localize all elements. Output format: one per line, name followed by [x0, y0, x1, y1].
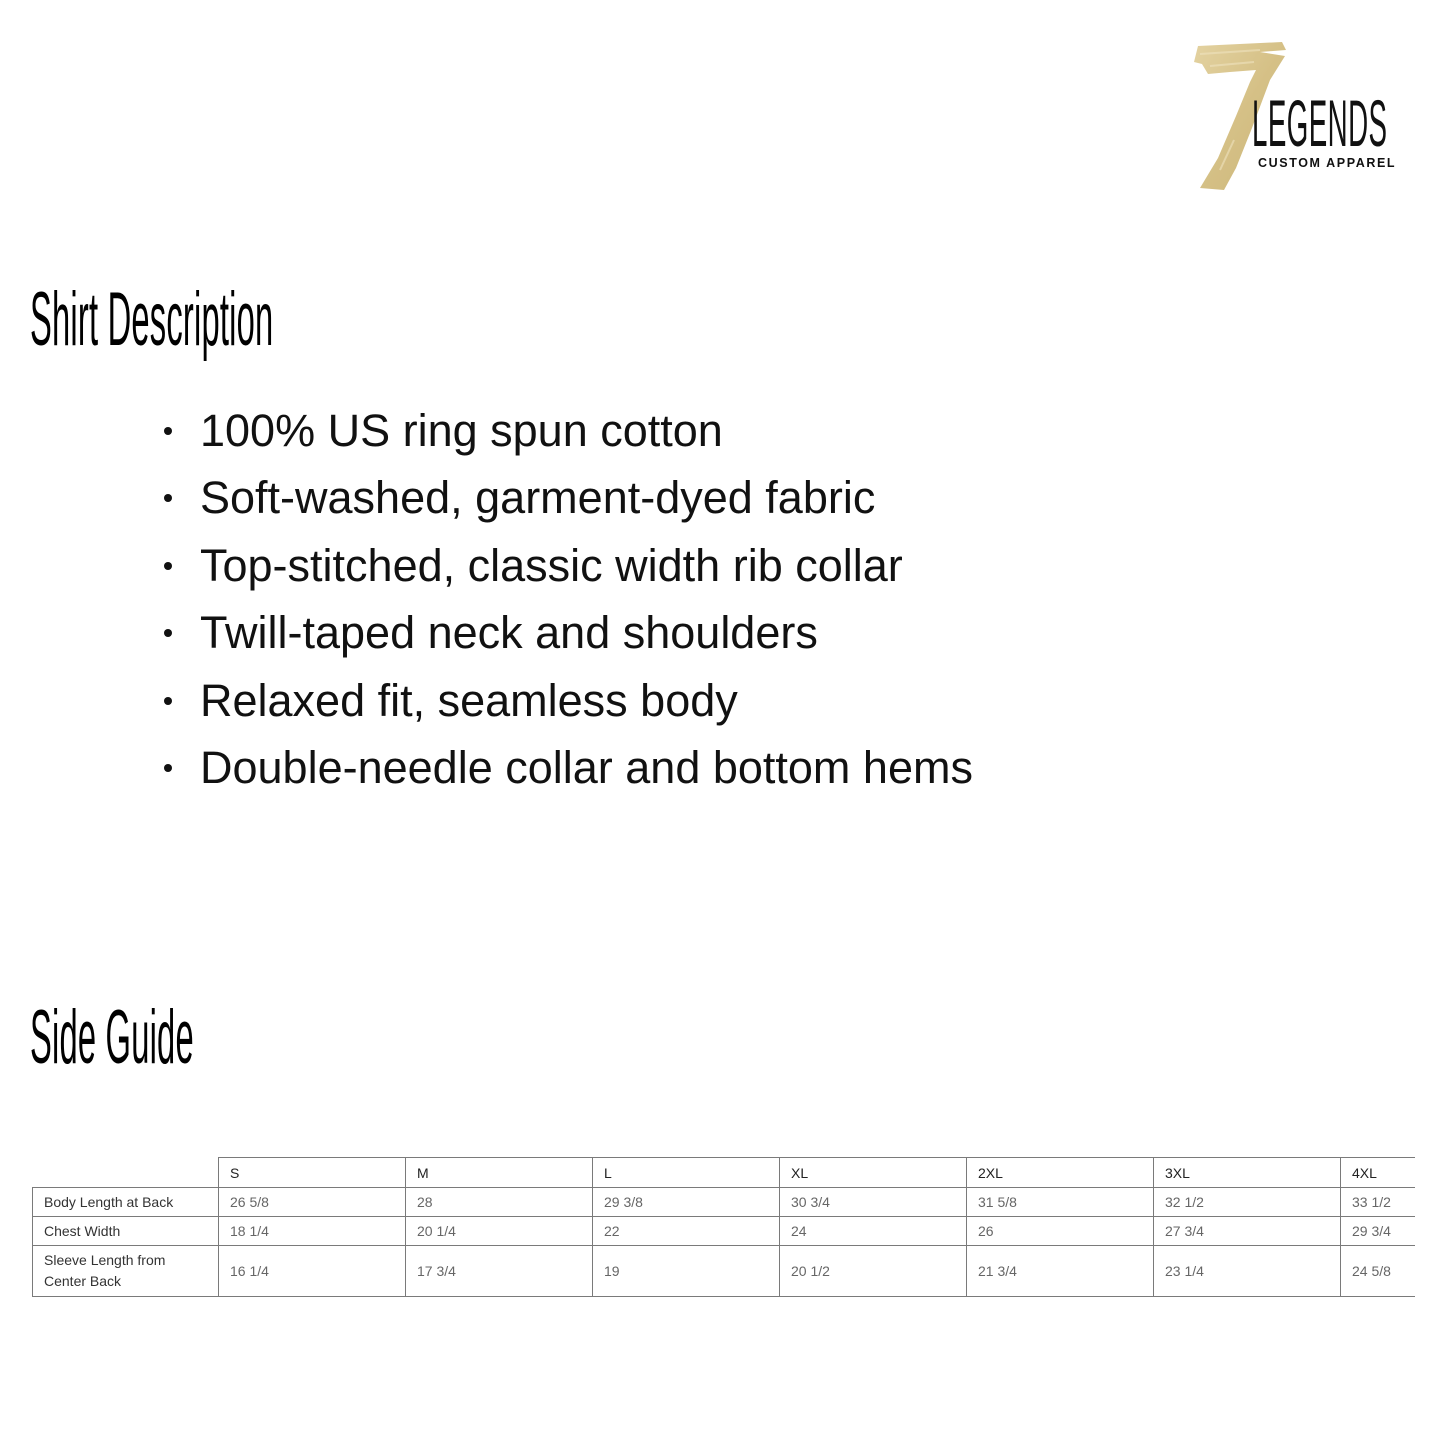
table-cell: 29 3/4 — [1341, 1217, 1415, 1246]
size-header: S — [219, 1158, 406, 1188]
table-cell: 27 3/4 — [1154, 1217, 1341, 1246]
size-header: 2XL — [967, 1158, 1154, 1188]
table-cell: 32 1/2 — [1154, 1188, 1341, 1217]
row-label: Chest Width — [33, 1217, 219, 1246]
shirt-description-title: Shirt Description — [30, 277, 274, 362]
table-cell: 20 1/2 — [780, 1246, 967, 1297]
feature-item: Soft-washed, garment-dyed fabric — [158, 464, 973, 531]
bullet-icon — [164, 427, 172, 435]
table-header-row — [33, 1158, 1415, 1188]
brand-logo — [1190, 40, 1410, 192]
table-cell: 23 1/4 — [1154, 1246, 1341, 1297]
bullet-icon — [164, 764, 172, 772]
table-cell: 26 — [967, 1217, 1154, 1246]
table-cell: 16 1/4 — [219, 1246, 406, 1297]
bullet-icon — [164, 629, 172, 637]
size-header: L — [593, 1158, 780, 1188]
row-label: Body Length at Back — [33, 1188, 219, 1217]
table-cell: 24 — [780, 1217, 967, 1246]
feature-item: Relaxed fit, seamless body — [158, 667, 973, 734]
table-row — [33, 1217, 1415, 1246]
row-label: Sleeve Length from Center Back — [33, 1246, 219, 1297]
size-header: 3XL — [1154, 1158, 1341, 1188]
bullet-icon — [164, 494, 172, 502]
feature-item: Twill-taped neck and shoulders — [158, 599, 973, 666]
table-row — [33, 1246, 1415, 1297]
bullet-icon — [164, 562, 172, 570]
table-cell: 19 — [593, 1246, 780, 1297]
size-table — [32, 1157, 1415, 1297]
table-row — [33, 1188, 1415, 1217]
table-cell: 31 5/8 — [967, 1188, 1154, 1217]
table-cell: 20 1/4 — [406, 1217, 593, 1246]
logo-subtitle: CUSTOM APPAREL — [1258, 156, 1397, 170]
table-corner-cell — [33, 1158, 219, 1188]
table-cell: 18 1/4 — [219, 1217, 406, 1246]
table-cell: 17 3/4 — [406, 1246, 593, 1297]
feature-item: Double-needle collar and bottom hems — [158, 734, 973, 801]
table-cell: 30 3/4 — [780, 1188, 967, 1217]
logo-wordmark: LEGENDS — [1252, 86, 1388, 160]
table-cell: 28 — [406, 1188, 593, 1217]
table-cell: 24 5/8 — [1341, 1246, 1415, 1297]
table-cell: 21 3/4 — [967, 1246, 1154, 1297]
bullet-icon — [164, 697, 172, 705]
feature-item: 100% US ring spun cotton — [158, 397, 973, 464]
table-cell: 29 3/8 — [593, 1188, 780, 1217]
size-header: XL — [780, 1158, 967, 1188]
size-header: 4XL — [1341, 1158, 1415, 1188]
feature-item: Top-stitched, classic width rib collar — [158, 532, 973, 599]
feature-list — [158, 397, 973, 801]
size-header: M — [406, 1158, 593, 1188]
size-guide-title: Side Guide — [30, 995, 194, 1080]
table-cell: 22 — [593, 1217, 780, 1246]
table-cell: 26 5/8 — [219, 1188, 406, 1217]
table-cell: 33 1/2 — [1341, 1188, 1415, 1217]
